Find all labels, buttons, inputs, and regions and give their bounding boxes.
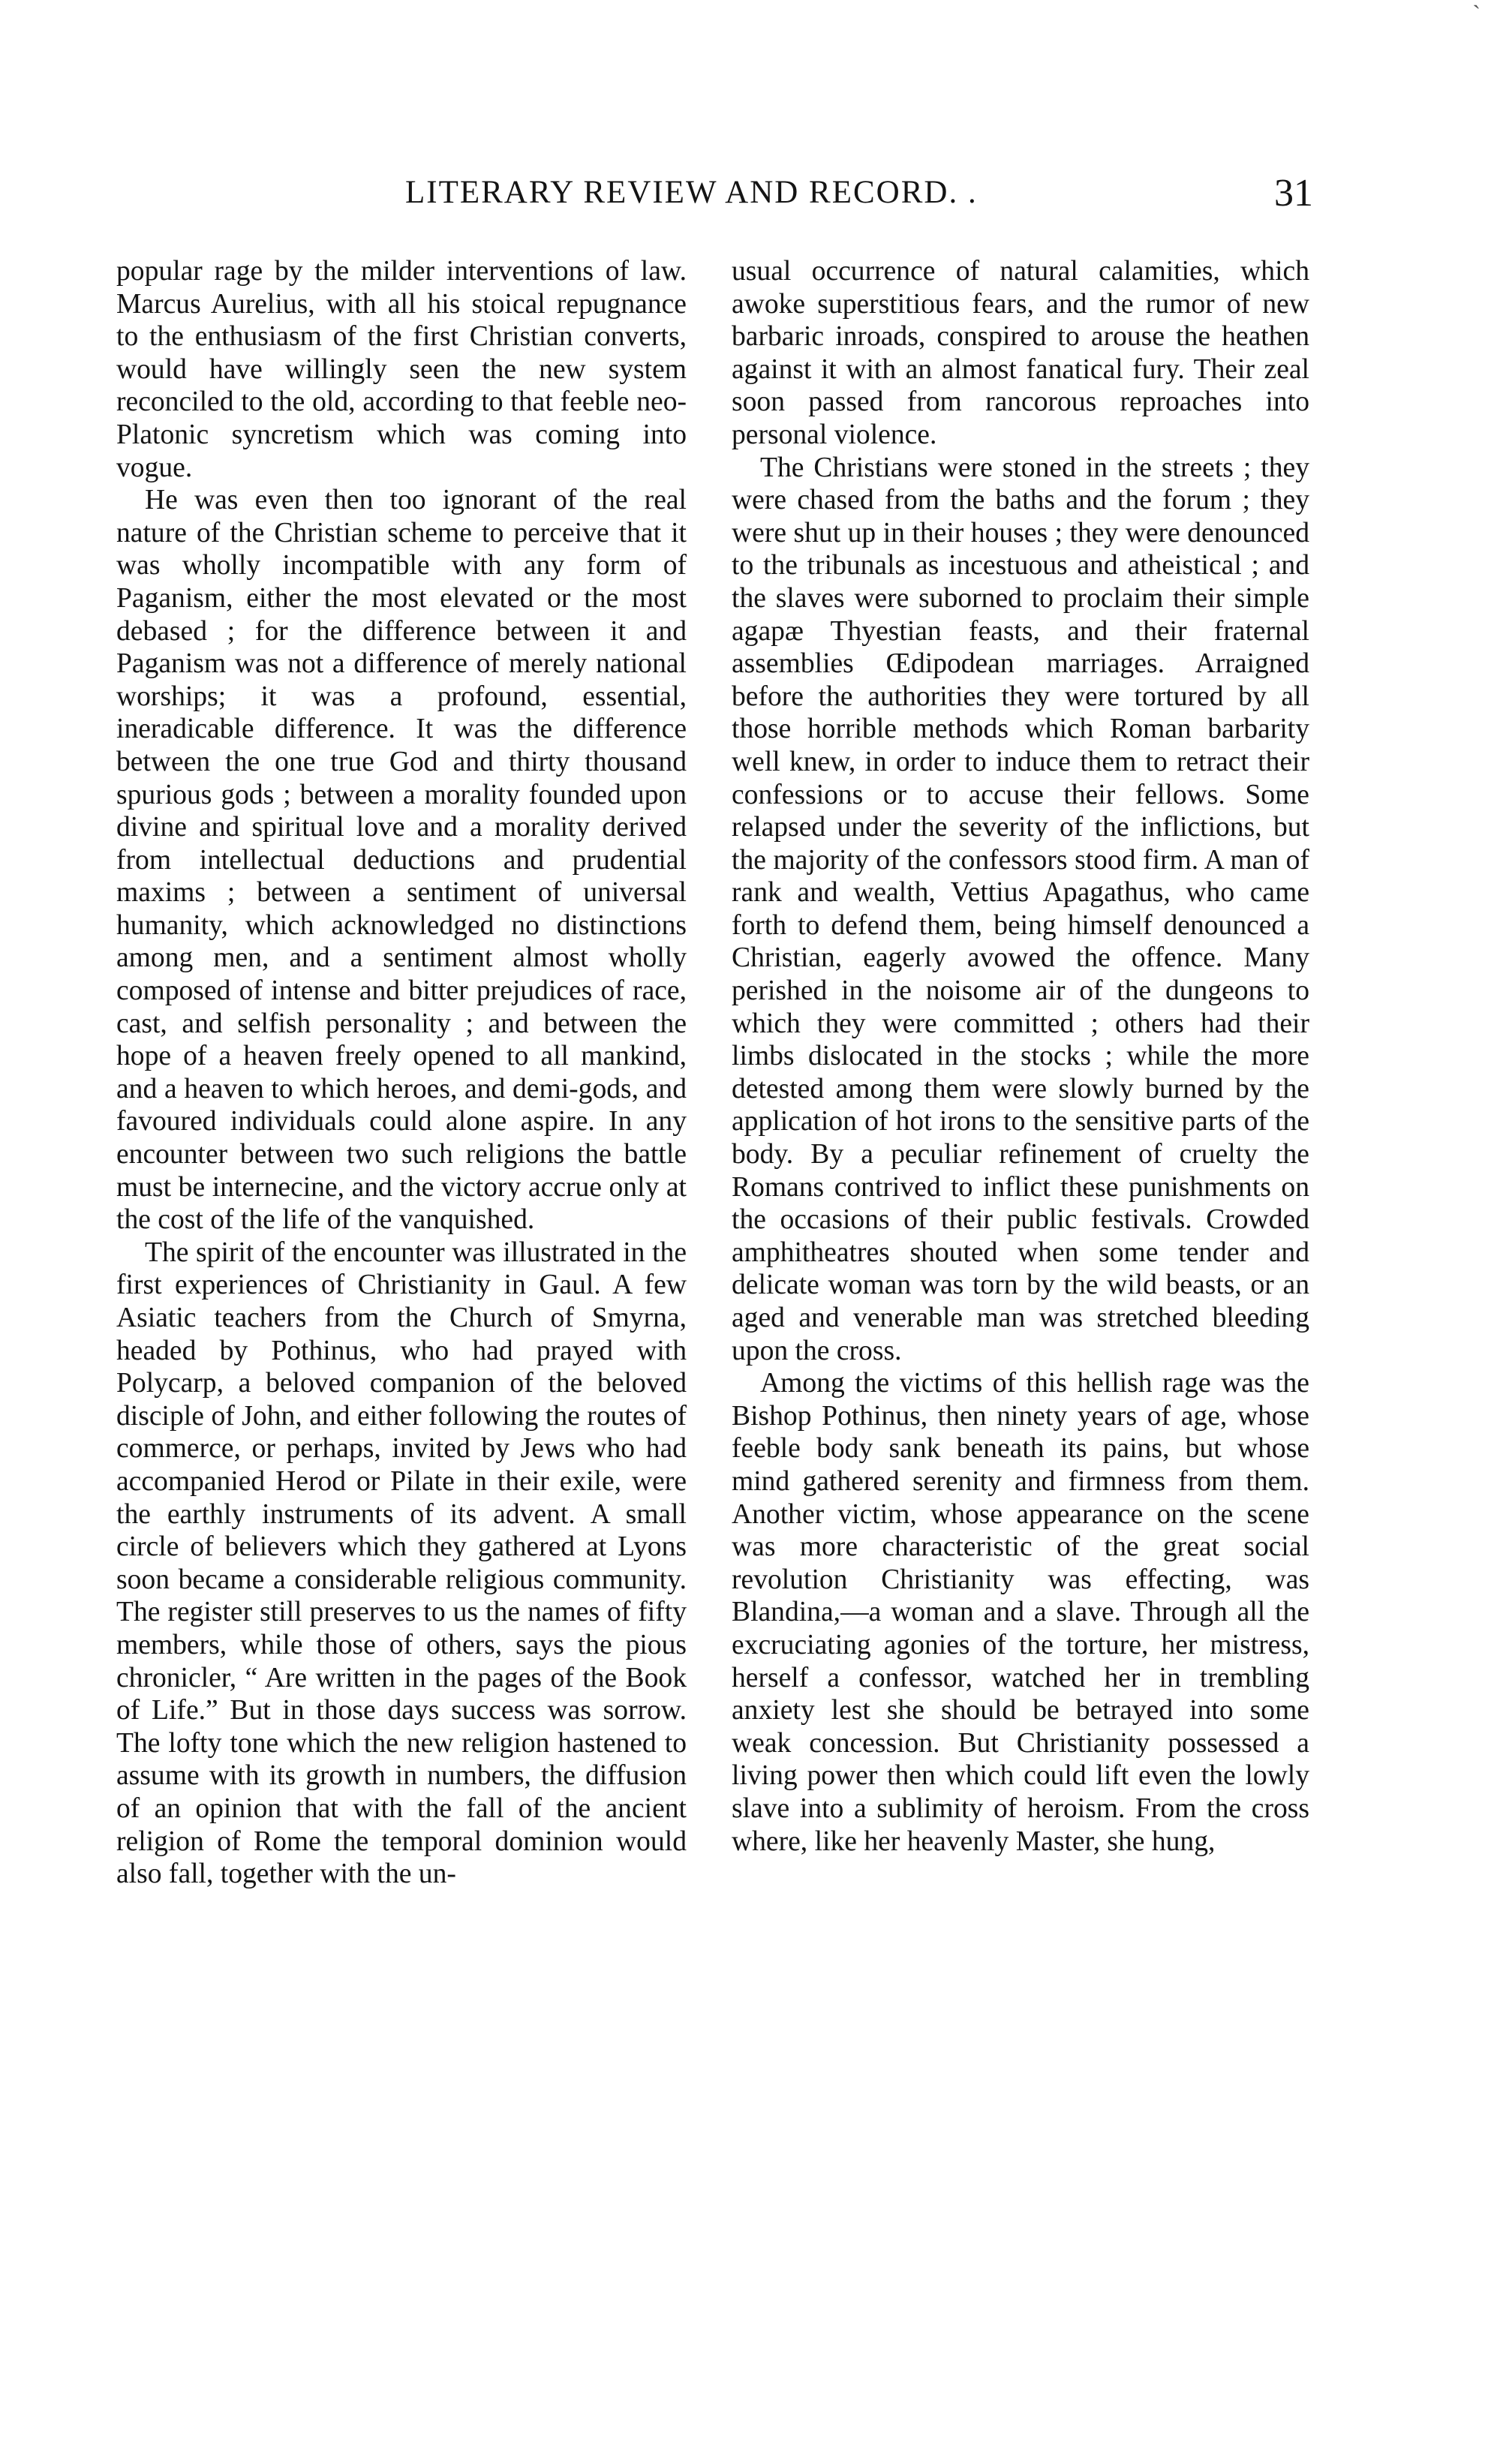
left-column — [116, 255, 687, 2356]
paragraph: popular rage by the milder interventions of law. Marcus Aurelius, with all his stoical repugnance to the enthusiasm of the first Christian converts, would have willingly seen the new system reconciled to the old, according to that feeble neo-Platonic syncretism which was coming into vogue. — [116, 256, 687, 483]
page-number: 31 — [1274, 172, 1313, 215]
paragraph: usual occurrence of natural calamities, which awoke superstitious fears, and the rumor of new barbaric inroads, conspired to arouse the heathen against it with an almost fanatical fury. Their zeal soon passed from rancorous reproaches into personal violence. — [732, 256, 1309, 450]
paragraph: The spirit of the encounter was illustrated in the first experiences of Christianity in Gaul. A few Asiatic teachers from the Church of Smyrna, headed by Pothinus, who had prayed with Polycarp, a beloved companion of the beloved disciple of John, and either following the routes of commerce, or perhaps, invited by Jews who had accompanied Herod or Pilate in their exile, were the earthly instruments of its advent. A small circle of believers which they gathered at Lyons soon became a considerable religious community. The register still preserves to us the names of fifty members, while those of others, says the pious chronicler, “ Are written in the pages of the Book of Life.” But in those days success was sorrow. The lofty tone which the new religion hastened to assume with its growth in numbers, the diffusion of an opinion that with the fall of the ancient religion of Rome the temporal dominion would also fall, together with the un- — [116, 1237, 687, 1890]
page-header — [113, 174, 1328, 234]
paragraph: The Christians were stoned in the streets ; they were chased from the baths and the forum ; they were shut up in their houses ; they were denounced to the tribunals as incestuous and atheistical ; and the slaves were suborned to proclaim their simple agapæ Thyestian feasts, and their fraternal assemblies Œdipodean marriages. Arraigned before the authorities they were tortured by all those horrible methods which Roman barbarity well knew, in order to induce them to retract their confessions or to accuse their fellows. Some relapsed under the severity of the inflictions, but the majority of the confessors stood firm. A man of rank and wealth, Vettius Apagathus, who came forth to defend them, being himself denounced a Christian, eagerly avowed the offence. Many perished in the noisome air of the dungeons to which they were committed ; others had their limbs dislocated in the stocks ; while the more detested among them were slowly burned by the application of hot irons to the sensitive parts of the body. By a peculiar refinement of cruelty the Romans contrived to inflict these punishments on the occasions of their public festivals. Crowded amphitheatres shouted when some tender and delicate woman was torn by the wild beasts, or an aged and venerable man was stretched bleeding upon the cross. — [732, 452, 1309, 1366]
paragraph: He was even then too ignorant of the real nature of the Christian scheme to perceive that it was wholly incompatible with any form of Paganism, either the most elevated or the most debased ; for the difference between it and Paganism was not a difference of merely national worships; it was a profound, essential, ineradicable difference. It was the difference between the one true God and thirty thousand spurious gods ; between a morality founded upon divine and spiritual love and a morality derived from intellectual deductions and prudential maxims ; between a sentiment of universal humanity, which acknowledged no distinctions among men, and a sentiment almost wholly composed of intense and bitter prejudices of race, cast, and selfish personality ; and between the hope of a heaven freely opened to all mankind, and a heaven to which heroes, and demi-gods, and favoured individuals could alone aspire. In any encounter between two such religions the battle must be internecine, and the victory accrue only at the cost of the life of the vanquished. — [116, 485, 687, 1236]
running-title: LITERARY REVIEW AND RECORD. . — [405, 175, 978, 210]
stray-mark: ` — [1472, 0, 1480, 27]
right-column — [732, 255, 1309, 2356]
paragraph: Among the victims of this hellish rage was the Bishop Pothinus, then ninety years of age, whose feeble body sank beneath its pains, but whose mind gathered serenity and firmness from them. Another victim, whose appearance on the scene was more characteristic of the great social revolution Christianity was effecting, was Blandina,—a woman and a slave. Through all the excruciating agonies of the torture, her mistress, herself a confessor, watched her in trembling anxiety lest she should be betrayed into some weak concession. But Christianity possessed a living power then which could lift even the lowly slave into a sublimity of heroism. From the cross where, like her heavenly Master, she hung, — [732, 1368, 1309, 1857]
